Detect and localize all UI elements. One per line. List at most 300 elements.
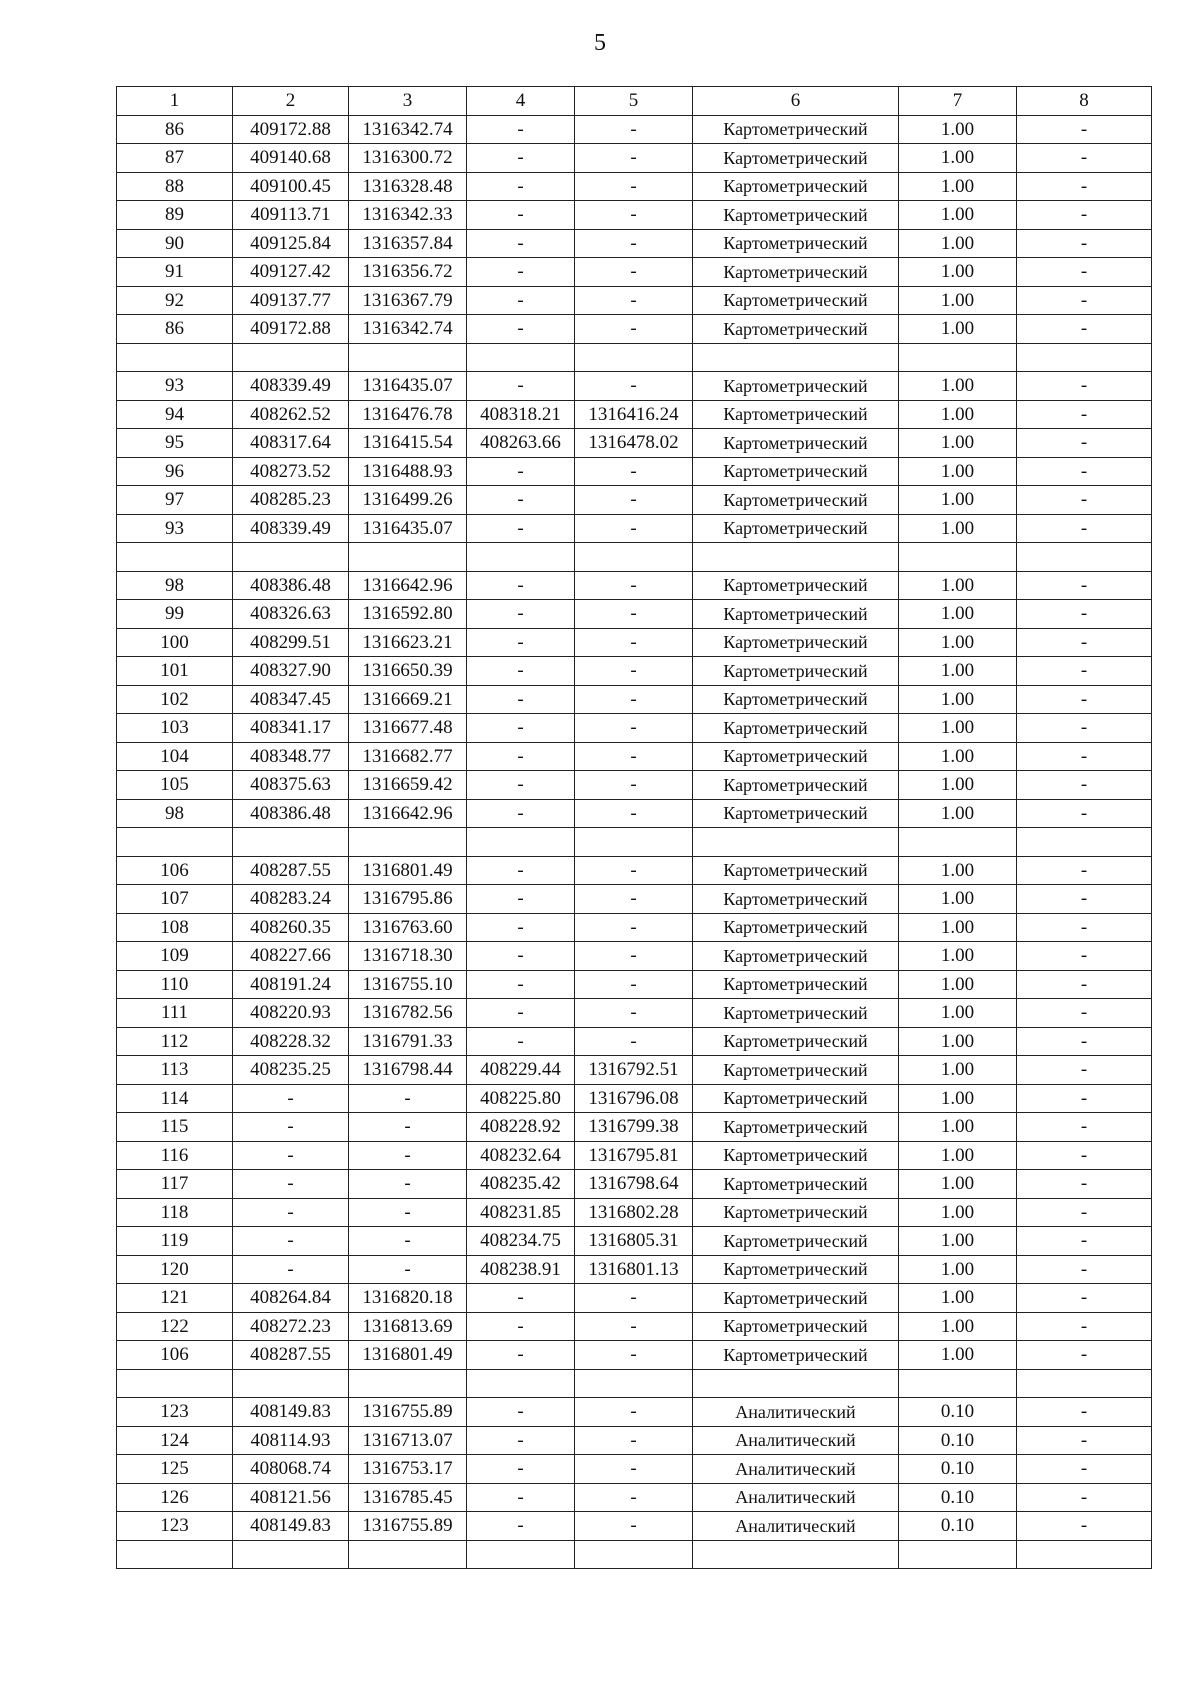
note-cell: - [1017,657,1152,686]
y-alt-cell: - [575,1455,693,1484]
x-alt-cell: - [467,258,575,287]
y-alt-cell: - [575,1341,693,1370]
note-cell: - [1017,856,1152,885]
y-alt-cell [575,1369,693,1398]
x-coord-cell: 408121.56 [233,1483,349,1512]
y-coord-cell [349,343,467,372]
x-alt-cell: - [467,486,575,515]
method-cell: Картометрический [693,372,899,401]
x-coord-cell [233,1369,349,1398]
point-number-cell: 119 [117,1227,233,1256]
x-coord-cell: 408114.93 [233,1426,349,1455]
y-coord-cell: 1316356.72 [349,258,467,287]
y-alt-cell: 1316805.31 [575,1227,693,1256]
table-row [117,742,1152,771]
point-number-cell: 88 [117,172,233,201]
y-coord-cell: 1316592.80 [349,600,467,629]
method-cell: Картометрический [693,486,899,515]
point-number-cell [117,543,233,572]
x-alt-cell: - [467,1426,575,1455]
header-cell: 2 [233,87,349,116]
x-alt-cell: - [467,1455,575,1484]
table-row [117,1227,1152,1256]
point-number-cell: 115 [117,1113,233,1142]
point-number-cell [117,1540,233,1569]
method-cell: Аналитический [693,1512,899,1541]
table-row [117,286,1152,315]
table-row [117,714,1152,743]
x-coord-cell: 408149.83 [233,1398,349,1427]
point-number-cell: 105 [117,771,233,800]
header-cell: 5 [575,87,693,116]
accuracy-cell: 1.00 [899,514,1017,543]
y-alt-cell: - [575,999,693,1028]
x-coord-cell: 408264.84 [233,1284,349,1313]
note-cell: - [1017,913,1152,942]
x-coord-cell [233,343,349,372]
x-alt-cell: - [467,714,575,743]
accuracy-cell: 1.00 [899,799,1017,828]
point-number-cell: 108 [117,913,233,942]
y-coord-cell: 1316342.74 [349,115,467,144]
table-row [117,429,1152,458]
point-number-cell: 97 [117,486,233,515]
x-alt-cell: - [467,1512,575,1541]
table-row [117,144,1152,173]
x-coord-cell: - [233,1170,349,1199]
accuracy-cell: 1.00 [899,115,1017,144]
y-coord-cell: 1316342.74 [349,315,467,344]
y-coord-cell [349,828,467,857]
x-coord-cell: 408262.52 [233,400,349,429]
x-alt-cell: - [467,685,575,714]
accuracy-cell: 0.10 [899,1426,1017,1455]
separator-row [117,1540,1152,1569]
accuracy-cell: 1.00 [899,1312,1017,1341]
y-coord-cell: 1316367.79 [349,286,467,315]
x-coord-cell: - [233,1141,349,1170]
x-coord-cell: 408299.51 [233,628,349,657]
table-row [117,913,1152,942]
x-coord-cell: 408347.45 [233,685,349,714]
note-cell [1017,1540,1152,1569]
method-cell: Картометрический [693,1312,899,1341]
accuracy-cell: 1.00 [899,685,1017,714]
note-cell: - [1017,1512,1152,1541]
y-alt-cell: - [575,514,693,543]
table-row [117,1512,1152,1541]
method-cell: Картометрический [693,913,899,942]
accuracy-cell: 1.00 [899,970,1017,999]
x-coord-cell: 408068.74 [233,1455,349,1484]
point-number-cell: 94 [117,400,233,429]
point-number-cell: 126 [117,1483,233,1512]
y-coord-cell: 1316782.56 [349,999,467,1028]
point-number-cell: 125 [117,1455,233,1484]
y-coord-cell [349,543,467,572]
y-alt-cell: - [575,486,693,515]
method-cell: Картометрический [693,657,899,686]
point-number-cell: 106 [117,856,233,885]
method-cell [693,828,899,857]
y-coord-cell: 1316476.78 [349,400,467,429]
point-number-cell: 113 [117,1056,233,1085]
accuracy-cell: 1.00 [899,657,1017,686]
point-number-cell: 110 [117,970,233,999]
x-coord-cell: 408285.23 [233,486,349,515]
method-cell: Картометрический [693,1056,899,1085]
table-row [117,172,1152,201]
point-number-cell: 120 [117,1255,233,1284]
note-cell [1017,343,1152,372]
y-coord-cell: - [349,1113,467,1142]
y-alt-cell [575,343,693,372]
y-alt-cell: - [575,657,693,686]
y-alt-cell: - [575,1312,693,1341]
y-coord-cell: - [349,1170,467,1199]
method-cell: Картометрический [693,400,899,429]
table-row [117,1255,1152,1284]
y-coord-cell: 1316623.21 [349,628,467,657]
table-row [117,229,1152,258]
note-cell: - [1017,201,1152,230]
point-number-cell: 93 [117,514,233,543]
y-alt-cell: 1316795.81 [575,1141,693,1170]
y-alt-cell: - [575,685,693,714]
y-alt-cell: - [575,1483,693,1512]
x-alt-cell [467,343,575,372]
x-coord-cell: - [233,1227,349,1256]
method-cell: Картометрический [693,1027,899,1056]
note-cell: - [1017,144,1152,173]
coordinates-table [116,86,1152,1569]
y-coord-cell: - [349,1084,467,1113]
x-alt-cell: 408229.44 [467,1056,575,1085]
point-number-cell [117,1369,233,1398]
point-number-cell: 86 [117,315,233,344]
y-alt-cell: - [575,885,693,914]
header-cell: 8 [1017,87,1152,116]
y-coord-cell: 1316499.26 [349,486,467,515]
x-alt-cell: - [467,457,575,486]
y-coord-cell: 1316753.17 [349,1455,467,1484]
x-coord-cell: 408287.55 [233,1341,349,1370]
note-cell: - [1017,1056,1152,1085]
accuracy-cell: 1.00 [899,856,1017,885]
page-number: 5 [594,30,606,56]
table-body [117,115,1152,1569]
y-coord-cell: 1316415.54 [349,429,467,458]
method-cell: Картометрический [693,628,899,657]
table-row [117,315,1152,344]
y-coord-cell: 1316650.39 [349,657,467,686]
y-alt-cell: 1316802.28 [575,1198,693,1227]
x-alt-cell: - [467,856,575,885]
x-alt-cell: - [467,1483,575,1512]
point-number-cell: 112 [117,1027,233,1056]
point-number-cell [117,343,233,372]
method-cell: Картометрический [693,571,899,600]
accuracy-cell: 1.00 [899,1084,1017,1113]
accuracy-cell: 1.00 [899,229,1017,258]
note-cell: - [1017,1113,1152,1142]
accuracy-cell: 1.00 [899,372,1017,401]
point-number-cell: 104 [117,742,233,771]
header-cell: 7 [899,87,1017,116]
y-alt-cell: - [575,315,693,344]
accuracy-cell: 1.00 [899,400,1017,429]
accuracy-cell: 0.10 [899,1455,1017,1484]
x-alt-cell: - [467,1341,575,1370]
y-alt-cell: 1316801.13 [575,1255,693,1284]
y-alt-cell: - [575,1027,693,1056]
accuracy-cell: 1.00 [899,258,1017,287]
table-row [117,1084,1152,1113]
separator-row [117,828,1152,857]
method-cell: Картометрический [693,1255,899,1284]
table-row [117,771,1152,800]
y-alt-cell: - [575,714,693,743]
x-alt-cell: - [467,372,575,401]
method-cell: Картометрический [693,1113,899,1142]
accuracy-cell: 0.10 [899,1483,1017,1512]
header-cell: 1 [117,87,233,116]
point-number-cell: 107 [117,885,233,914]
method-cell: Картометрический [693,1084,899,1113]
x-coord-cell: 408386.48 [233,799,349,828]
x-coord-cell: 408327.90 [233,657,349,686]
x-alt-cell: - [467,115,575,144]
table-row [117,1027,1152,1056]
note-cell: - [1017,457,1152,486]
x-alt-cell: - [467,970,575,999]
note-cell: - [1017,400,1152,429]
y-alt-cell [575,1540,693,1569]
note-cell [1017,1369,1152,1398]
x-alt-cell: 408228.92 [467,1113,575,1142]
accuracy-cell: 1.00 [899,1056,1017,1085]
y-alt-cell: - [575,856,693,885]
point-number-cell: 96 [117,457,233,486]
y-alt-cell: - [575,372,693,401]
y-coord-cell: 1316795.86 [349,885,467,914]
x-alt-cell: - [467,1312,575,1341]
y-alt-cell: - [575,229,693,258]
y-alt-cell: 1316799.38 [575,1113,693,1142]
note-cell: - [1017,1426,1152,1455]
x-coord-cell [233,543,349,572]
table-row [117,628,1152,657]
x-coord-cell: 408348.77 [233,742,349,771]
point-number-cell: 100 [117,628,233,657]
table-row [117,1141,1152,1170]
x-alt-cell: - [467,1398,575,1427]
x-coord-cell: 408220.93 [233,999,349,1028]
x-coord-cell: 408227.66 [233,942,349,971]
method-cell: Картометрический [693,1141,899,1170]
table-row [117,657,1152,686]
method-cell [693,1369,899,1398]
y-coord-cell: - [349,1141,467,1170]
note-cell: - [1017,286,1152,315]
method-cell: Картометрический [693,315,899,344]
x-alt-cell: 408263.66 [467,429,575,458]
x-alt-cell: - [467,885,575,914]
x-coord-cell: 408287.55 [233,856,349,885]
table-row [117,1426,1152,1455]
y-alt-cell: 1316798.64 [575,1170,693,1199]
accuracy-cell: 1.00 [899,942,1017,971]
x-alt-cell: 408234.75 [467,1227,575,1256]
method-cell: Картометрический [693,1170,899,1199]
note-cell: - [1017,1255,1152,1284]
method-cell: Аналитический [693,1483,899,1512]
x-coord-cell: 408375.63 [233,771,349,800]
method-cell: Картометрический [693,1284,899,1313]
method-cell: Картометрический [693,771,899,800]
note-cell: - [1017,115,1152,144]
x-coord-cell: 408235.25 [233,1056,349,1085]
y-alt-cell: - [575,571,693,600]
x-alt-cell: - [467,628,575,657]
method-cell: Картометрический [693,942,899,971]
method-cell: Картометрический [693,742,899,771]
x-coord-cell: - [233,1113,349,1142]
x-coord-cell: 408228.32 [233,1027,349,1056]
table-row [117,856,1152,885]
y-coord-cell: 1316357.84 [349,229,467,258]
x-alt-cell: - [467,657,575,686]
x-coord-cell: - [233,1198,349,1227]
x-coord-cell: 408339.49 [233,514,349,543]
accuracy-cell: 1.00 [899,457,1017,486]
accuracy-cell: 1.00 [899,771,1017,800]
y-coord-cell: 1316791.33 [349,1027,467,1056]
x-alt-cell [467,1540,575,1569]
accuracy-cell [899,343,1017,372]
table-row [117,1312,1152,1341]
x-alt-cell: 408238.91 [467,1255,575,1284]
table-row [117,1198,1152,1227]
x-alt-cell [467,543,575,572]
note-cell: - [1017,1284,1152,1313]
table-row [117,799,1152,828]
accuracy-cell: 1.00 [899,885,1017,914]
y-coord-cell: 1316642.96 [349,571,467,600]
table-row [117,1284,1152,1313]
x-alt-cell [467,1369,575,1398]
header-cell: 3 [349,87,467,116]
point-number-cell: 109 [117,942,233,971]
method-cell: Аналитический [693,1426,899,1455]
point-number-cell: 118 [117,1198,233,1227]
x-coord-cell: 408317.64 [233,429,349,458]
method-cell: Аналитический [693,1455,899,1484]
x-alt-cell: - [467,315,575,344]
method-cell: Картометрический [693,201,899,230]
table-row [117,970,1152,999]
table-row [117,115,1152,144]
method-cell: Картометрический [693,856,899,885]
accuracy-cell: 1.00 [899,144,1017,173]
y-coord-cell: 1316713.07 [349,1426,467,1455]
note-cell: - [1017,1227,1152,1256]
y-coord-cell: 1316785.45 [349,1483,467,1512]
y-alt-cell: - [575,172,693,201]
y-coord-cell: 1316820.18 [349,1284,467,1313]
point-number-cell: 103 [117,714,233,743]
x-alt-cell [467,828,575,857]
x-alt-cell: - [467,999,575,1028]
y-alt-cell: - [575,144,693,173]
table-row [117,1170,1152,1199]
method-cell [693,543,899,572]
note-cell: - [1017,799,1152,828]
accuracy-cell: 0.10 [899,1398,1017,1427]
method-cell: Картометрический [693,172,899,201]
x-alt-cell: - [467,913,575,942]
y-alt-cell: - [575,799,693,828]
accuracy-cell: 1.00 [899,315,1017,344]
table-row [117,885,1152,914]
accuracy-cell: 1.00 [899,628,1017,657]
point-number-cell: 122 [117,1312,233,1341]
x-coord-cell [233,1540,349,1569]
method-cell: Картометрический [693,714,899,743]
accuracy-cell: 1.00 [899,1341,1017,1370]
table-row [117,1455,1152,1484]
x-alt-cell: 408235.42 [467,1170,575,1199]
accuracy-cell: 1.00 [899,1227,1017,1256]
y-alt-cell: - [575,771,693,800]
point-number-cell: 124 [117,1426,233,1455]
accuracy-cell [899,1540,1017,1569]
table-header [117,87,1152,116]
point-number-cell: 106 [117,1341,233,1370]
y-coord-cell: 1316813.69 [349,1312,467,1341]
point-number-cell: 90 [117,229,233,258]
x-alt-cell: - [467,799,575,828]
x-coord-cell: 409100.45 [233,172,349,201]
y-alt-cell: - [575,1398,693,1427]
point-number-cell: 102 [117,685,233,714]
method-cell: Картометрический [693,115,899,144]
method-cell: Картометрический [693,286,899,315]
accuracy-cell: 1.00 [899,429,1017,458]
x-alt-cell: - [467,942,575,971]
x-alt-cell: - [467,1027,575,1056]
note-cell [1017,828,1152,857]
y-coord-cell: 1316718.30 [349,942,467,971]
point-number-cell: 89 [117,201,233,230]
x-alt-cell: - [467,286,575,315]
x-alt-cell: - [467,771,575,800]
note-cell: - [1017,315,1152,344]
note-cell: - [1017,600,1152,629]
method-cell: Картометрический [693,685,899,714]
method-cell [693,343,899,372]
point-number-cell: 116 [117,1141,233,1170]
table-row [117,1483,1152,1512]
x-coord-cell: 409113.71 [233,201,349,230]
accuracy-cell: 1.00 [899,999,1017,1028]
y-alt-cell: - [575,1284,693,1313]
x-alt-cell: - [467,172,575,201]
y-alt-cell: - [575,115,693,144]
y-coord-cell: 1316328.48 [349,172,467,201]
accuracy-cell: 1.00 [899,913,1017,942]
y-alt-cell: - [575,942,693,971]
